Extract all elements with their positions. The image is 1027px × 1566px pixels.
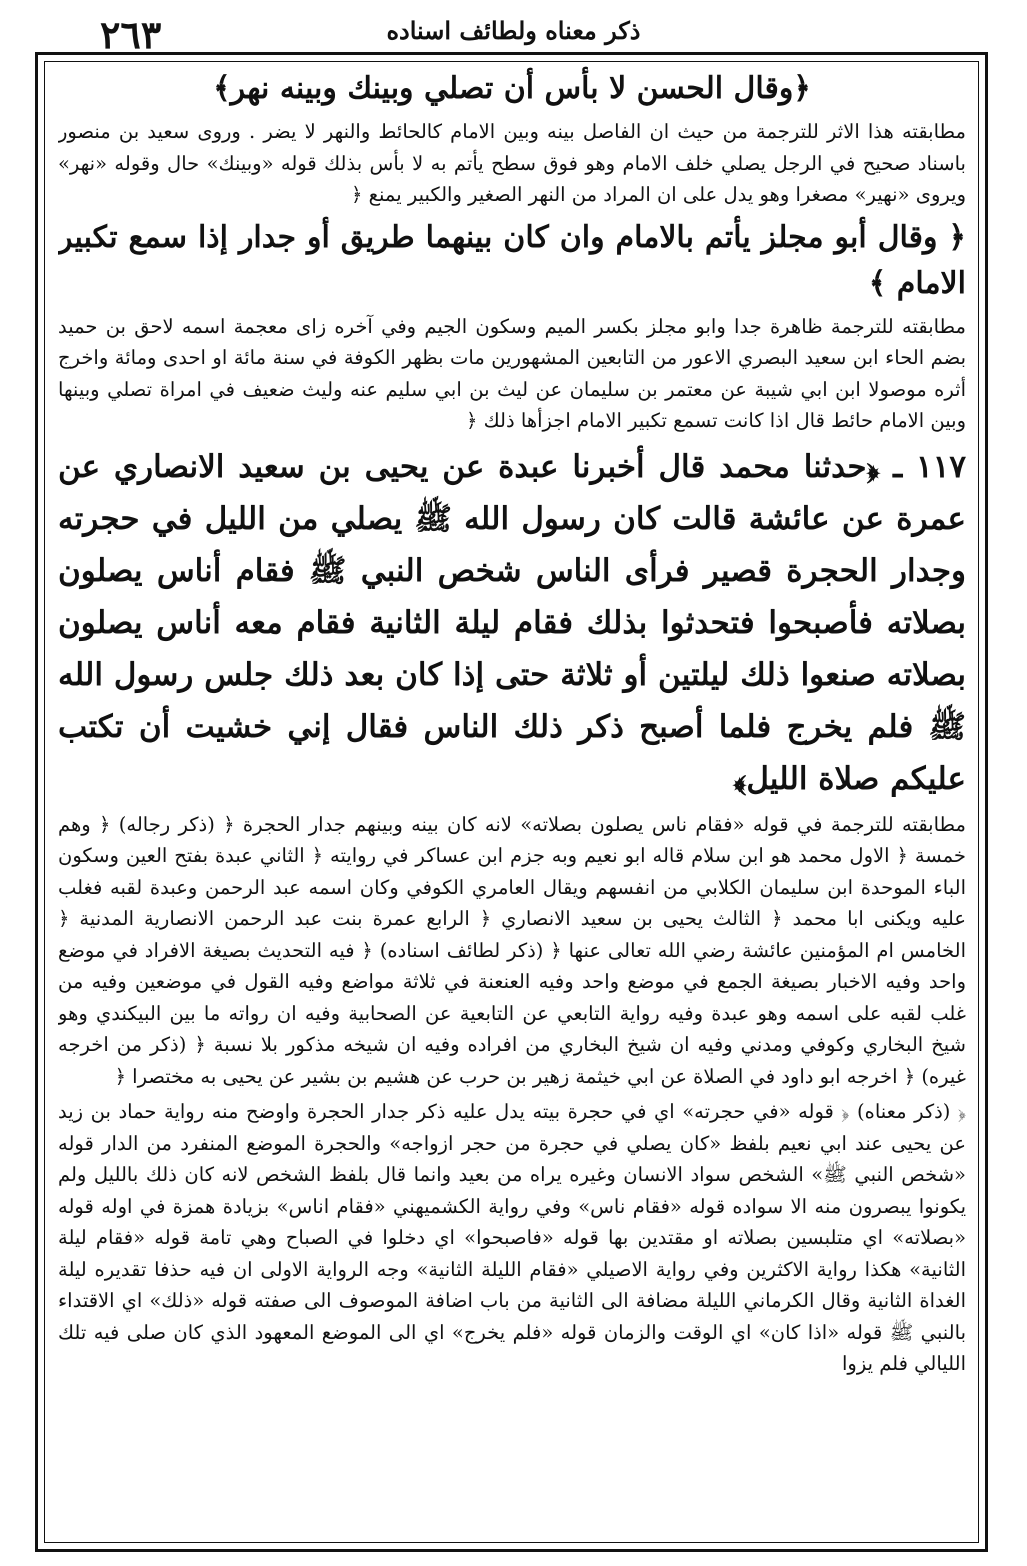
page-body	[58, 66, 966, 1536]
matn-abu-mijlaz: ﴿ وقال أبو مجلز يأتم بالامام وان كان بينهما طريق أو جدار إذا سمع تكبير الامام ﴾	[58, 219, 966, 301]
page-header	[40, 10, 987, 57]
page-number: ٢٦٣	[100, 12, 162, 57]
commentary-rijal: مطابقته للترجمة في قوله «فقام ناس يصلون بصلاته» لانه كان بينه وبينهم جدار الحجرة ﴿ (ذكر رجاله) ﴿ وهم خمسة ﴿ الاول محمد هو ابن سلام قاله ابو نعيم وبه جزم ابن عساكر في روايته ﴿ الثاني عبدة بفتح العين وسكون الباء الموحدة ابن سليمان الكلابي من انفسهم ويقال العامري الكوفي وكان اسمه عبد الرحمن وعبدة لقبه فغلب عليه ويكنى ابا محمد ﴿ الثالث يحيى بن سعيد الانصاري ﴿ الرابع عمرة بنت عبد الرحمن الانصارية المدنية ﴿ الخامس ام المؤمنين عائشة رضي الله تعالى عنها ﴿ (ذكر لطائف اسناده) ﴿ فيه التحديث بصيغة الافراد في موضع واحد وفيه الاخبار بصيغة الجمع في موضع واحد وفيه العنعنة في ثلاثة مواضع وفيه القول في موضعين وفيه من غلب لقبه على اسمه وهو عبدة وفيه رواية التابعي عن التابعية عن الصحابية وفيه ان رواته ما بين البيكندي وهو شيخ البخاري وكوفي ومدني وفيه ان شيخ البخاري من افراده وفيه ان شيخه مذكور بلا نسبة ﴿ (ذكر من اخرجه غيره) ﴿ اخرجه ابو داود في الصلاة عن ابي خيثمة زهير بن حرب عن هشيم بن بشير عن يحيى به مختصرا ﴿	[58, 812, 966, 1088]
hadith-117: ١١٧ ـ ﴿حدثنا محمد قال أخبرنا عبدة عن يحيى بن سعيد الانصاري عن عمرة عن عائشة قالت كان رسول الله ﷺ يصلي من الليل في حجرته وجدار الحجرة قصير فرأى الناس شخص النبي ﷺ فقام أناس يصلون بصلاته فأصبحوا فتحدثوا بذلك فقام ليلة الثانية فقام معه أناس يصلون بصلاته صنعوا ذلك ليلتين أو ثلاثة حتى إذا كان بعد ذلك جلس رسول الله ﷺ فلم يخرج فلما أصبح ذكر ذلك الناس فقال إني خشيت أن تكتب عليكم صلاة الليل﴾	[58, 448, 966, 797]
commentary-hasan: مطابقته هذا الاثر للترجمة من حيث ان الفاصل بينه وبين الامام كالحائط والنهر لا يضر . وروى سعيد بن منصور باسناد صحيح في الرجل يصلي خلف الامام وهو فوق سطح يأتم به لا بأس بذلك قوله «وبينك» حال وقوله «نهر» ويروى «نهير» مصغرا وهو يدل على ان المراد من النهر الصغير والكبير يمنع ﴿	[58, 120, 966, 206]
commentary-abu-mijlaz: مطابقته للترجمة ظاهرة جدا وابو مجلز بكسر الميم وسكون الجيم وفي آخره زاى معجمة اسمه لاحق بن حميد بضم الحاء ابن سعيد البصري الاعور من التابعين المشهورين مات بظهر الكوفة في سنة مائة او احدى ومائة واخرج أثره موصولا ابن ابي شيبة عن معتمر بن سليمان عن ليث بن ابي سليم عنه وليث ضعيف في امراة تصلي وبينها وبين الامام حائط قال اذا كانت تسمع تكبير الامام اجزأها ذلك ﴿	[58, 314, 966, 432]
matn-hasan: ﴿وقال الحسن لا بأس أن تصلي وبينك وبينه نهر﴾	[213, 71, 811, 106]
commentary-maana: ﴿ (ذكر معناه) ﴿ قوله «في حجرته» اي في حجرة بيته يدل عليه ذكر جدار الحجرة واوضح منه رواية حماد بن زيد عن يحيى عند ابي نعيم بلفظ «كان يصلي في حجرة من حجر ازواجه» والحجرة الموضع المنفرد من الدار قوله «شخص النبي ﷺ» الشخص سواد الانسان وغيره يراه من بعيد وانما قال بلفظ الشخص لانه كان ذلك بالليل ولم يكونوا يبصرون منه الا سواده قوله «فقام ناس» وفي رواية الكشميهني «فقام اناس» بزيادة همزة في اوله قوله «بصلاته» اي متلبسين بصلاته او مقتدين بها قوله «فاصبحوا» اي دخلوا في الصباح وهي تامة قوله «فقام ليلة الثانية» هكذا رواية الاكثرين وفي رواية الاصيلي «فقام الليلة الثانية» وجه الرواية الاولى ان فيه حذفا تقديره ليلة الغداة الثانية وقال الكرماني الليلة مضافة الى الثانية من باب اضافة الموصوف الى صفته قوله «ذلك» اي الاقتداء بالنبي ﷺ قوله «اذا كان» اي الوقت والزمان قوله «فلم يخرج» اي الى الموضع المعهود الذي كان صلى فيه تلك الليالي فلم يزوا	[58, 1100, 966, 1375]
running-head: ذکر معناه ولطائف اسناده	[386, 16, 641, 45]
